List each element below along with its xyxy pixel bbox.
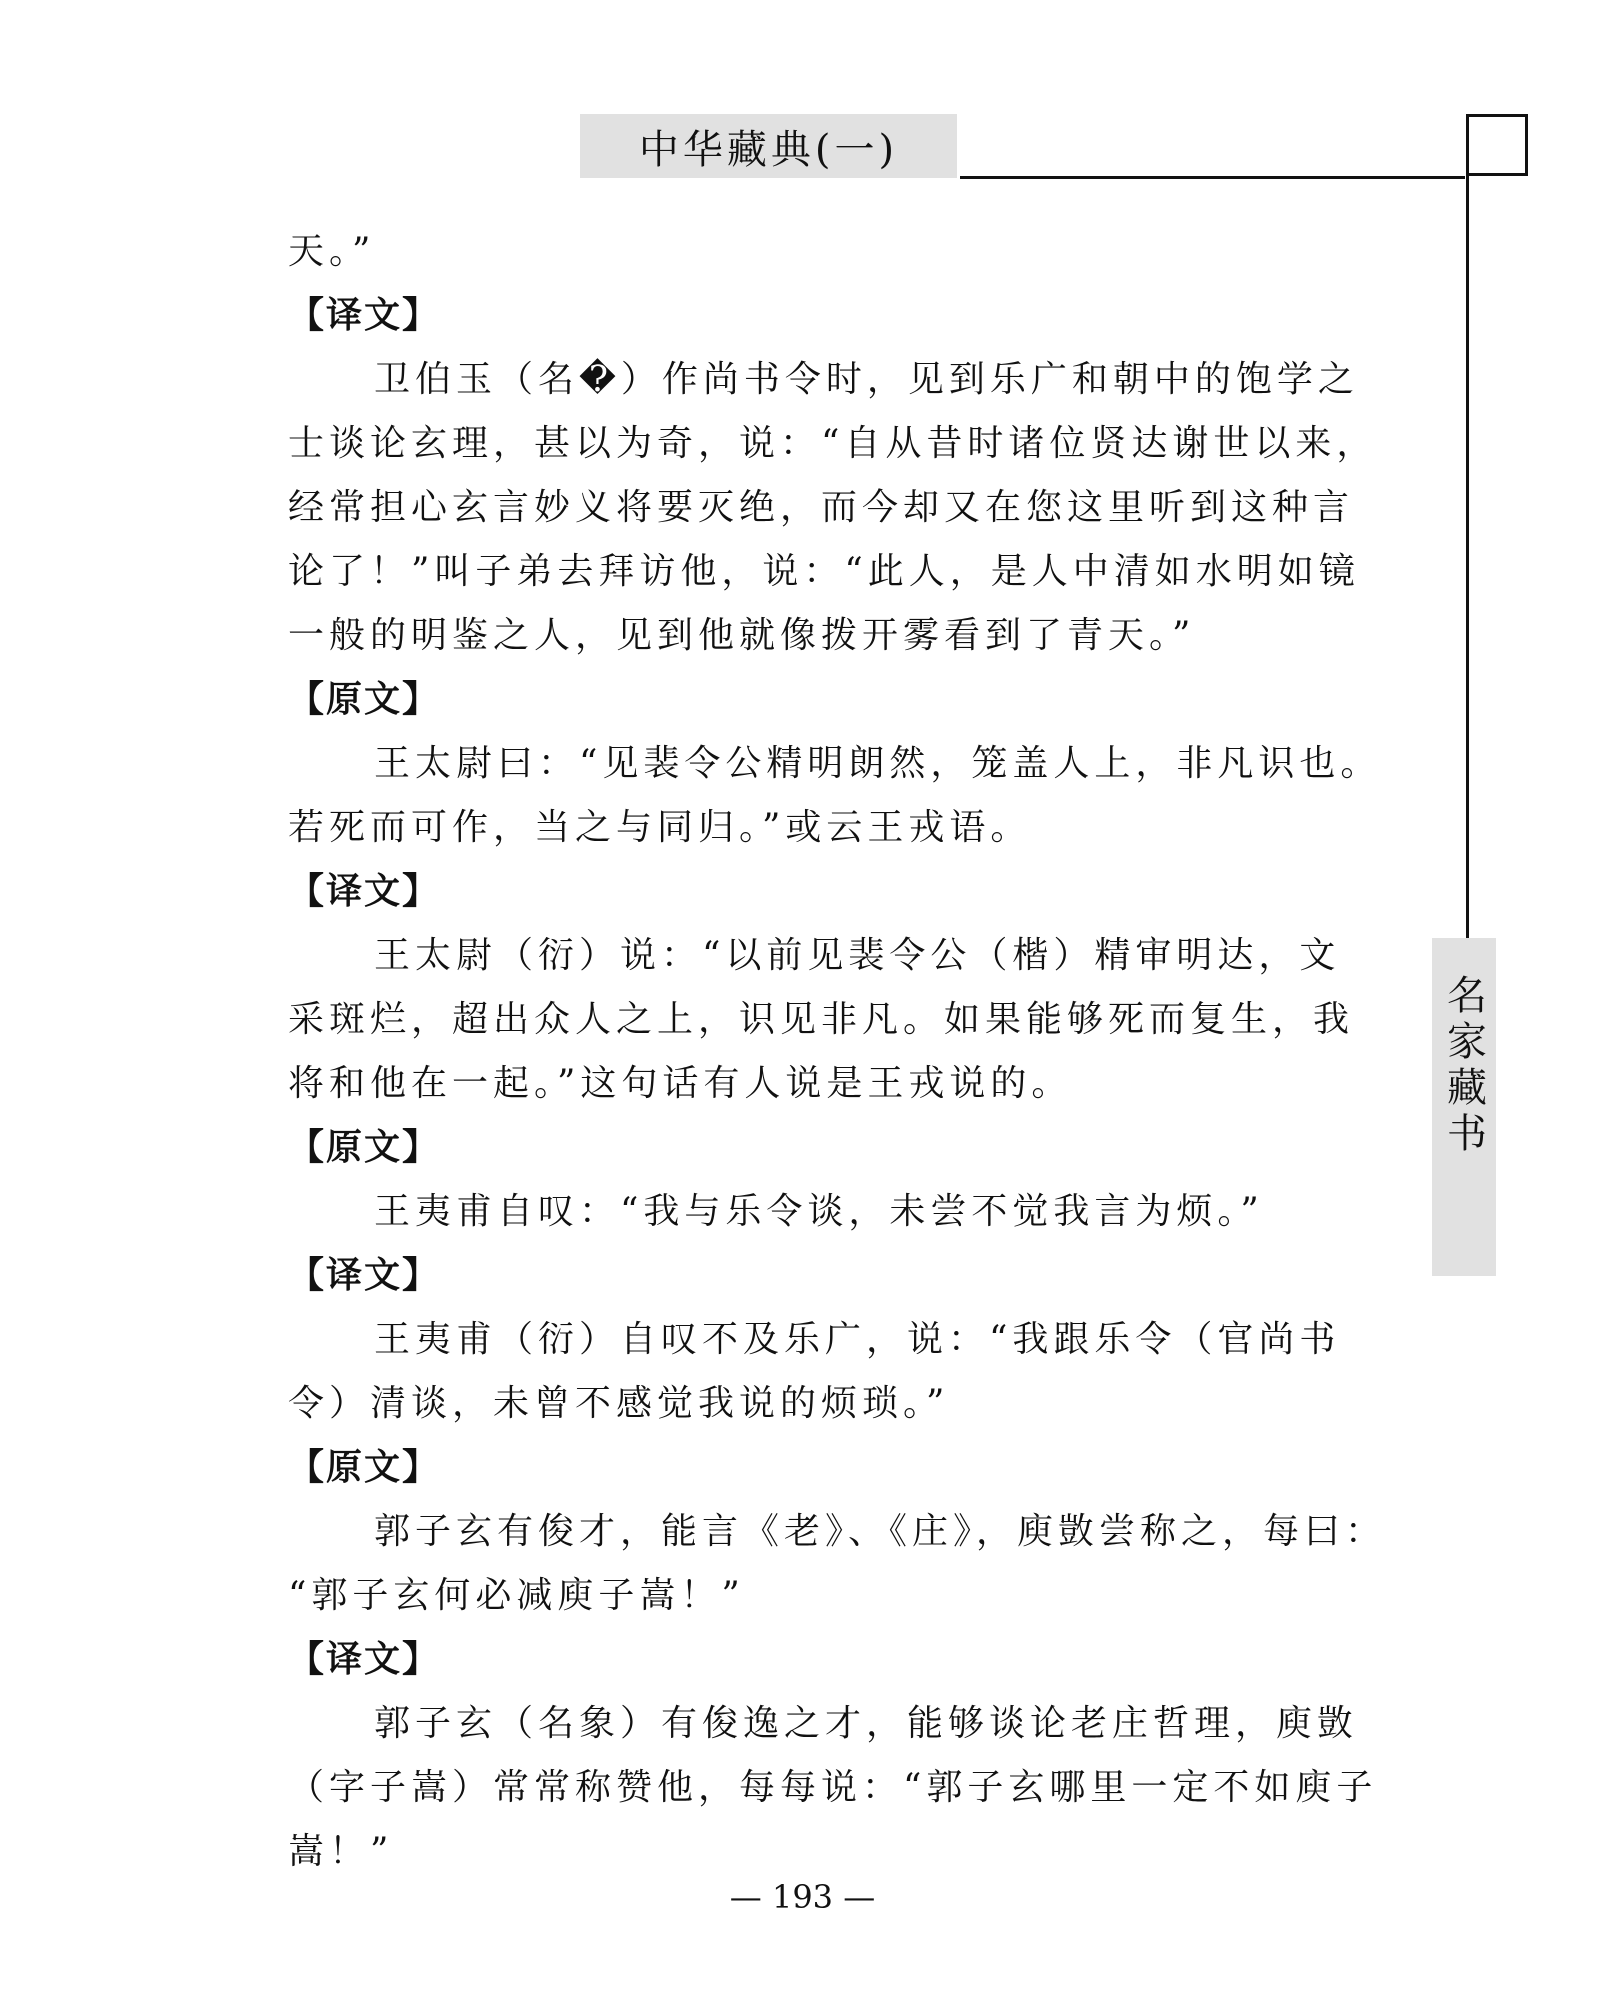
text-line: （字子嵩）常常称赞他，每每说：“郭子玄哪里一定不如庾子 <box>288 1767 1378 1808</box>
section-heading: 【原文】 <box>288 1127 441 1168</box>
text-line: 王太尉曰：“见裴令公精明朗然，笼盖人上，非凡识也。 <box>374 743 1382 784</box>
text-line: 采斑烂，超出众人之上，识见非凡。如果能够死而复生，我 <box>288 999 1355 1040</box>
text-line: 经常担心玄言妙义将要灭绝，而今却又在您这里听到这种言 <box>288 487 1355 528</box>
text-line: 论了！”叫子弟去拜访他，说：“此人，是人中清如水明如镜 <box>288 551 1360 592</box>
side-tab-label: 名家藏书 <box>1440 974 1487 1158</box>
text-line: 王夷甫（衍）自叹不及乐广，说：“我跟乐令（官尚书 <box>374 1319 1341 1360</box>
section-heading: 【原文】 <box>288 679 441 720</box>
section-heading: 【译文】 <box>288 871 441 912</box>
text-line: 一般的明鉴之人，见到他就像拨开雾看到了青天。” <box>288 615 1196 656</box>
text-line: 将和他在一起。”这句话有人说是王戎说的。 <box>288 1063 1073 1104</box>
section-heading: 【译文】 <box>288 295 441 336</box>
book-title: 中华藏典(一) <box>638 126 899 173</box>
section-heading: 【译文】 <box>288 1255 441 1296</box>
text-line: 王太尉（衍）说：“以前见裴令公（楷）精审明达，文 <box>374 935 1341 976</box>
body-text <box>288 220 1386 1884</box>
text-line: 嵩！” <box>288 1831 394 1872</box>
side-tab <box>1432 938 1496 1276</box>
text-line: “郭子玄何必减庾子嵩！” <box>288 1575 745 1616</box>
text-line: 卫伯玉（名�）作尚书令时，见到乐广和朝中的饱学之 <box>374 359 1359 400</box>
section-heading: 【原文】 <box>288 1447 441 1488</box>
text-line: 王夷甫自叹：“我与乐令谈，未尝不觉我言为烦。” <box>374 1191 1264 1232</box>
section-heading: 【译文】 <box>288 1639 441 1680</box>
running-header <box>580 114 957 178</box>
page-number: — 193 — <box>729 1878 876 1916</box>
text-line: 令）清谈，未曾不感觉我说的烦琐。” <box>288 1383 950 1424</box>
text-line: 郭子玄（名象）有俊逸之才，能够谈论老庄哲理，庾敳 <box>374 1703 1359 1744</box>
text-line: 郭子玄有俊才，能言《老》、《庄》，庾敳尝称之，每曰： <box>374 1511 1387 1552</box>
margin-vertical-rule <box>1466 176 1469 938</box>
text-line: 士谈论玄理，甚以为奇，说：“自从昔时诸位贤达谢世以来， <box>288 423 1378 464</box>
text-line: 天。” <box>288 231 376 272</box>
corner-box-ornament <box>1466 114 1528 176</box>
header-rule <box>960 176 1465 179</box>
text-line: 若死而可作，当之与同归。”或云王戎语。 <box>288 807 1032 848</box>
